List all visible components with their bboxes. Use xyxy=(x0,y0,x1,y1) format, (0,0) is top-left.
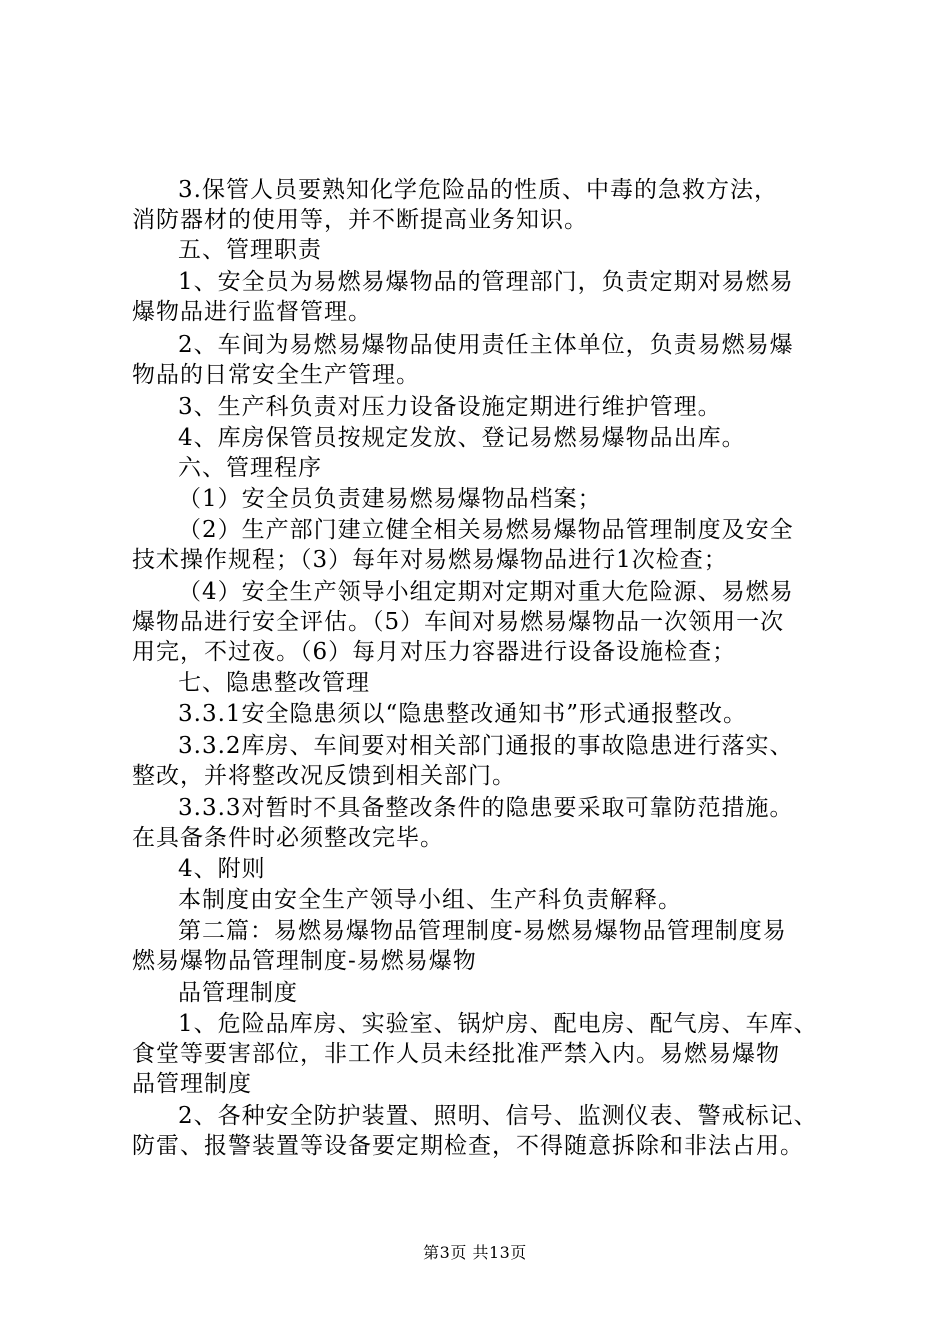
paragraph-line: 防雷、报警装置等设备要定期检查，不得随意拆除和非法占用。 xyxy=(132,1133,804,1159)
paragraph-line: 1、安全员为易燃易爆物品的管理部门，负责定期对易燃易 xyxy=(178,269,794,295)
paragraph-line: 品管理制度 xyxy=(178,980,298,1006)
paragraph-line: 3.3.2库房、车间要对相关部门通报的事故隐患进行落实、 xyxy=(178,733,794,759)
paragraph-line: 整改，并将整改况反馈到相关部门。 xyxy=(132,763,516,789)
paragraph-line: 爆物品进行安全评估。（5）车间对易燃易爆物品一次领用一次 xyxy=(132,609,785,635)
paragraph-line: 物品的日常安全生产管理。 xyxy=(132,362,420,388)
section-heading: 六、管理程序 xyxy=(178,455,322,481)
paragraph-line: （2）生产部门建立健全相关易燃易爆物品管理制度及安全 xyxy=(178,517,794,543)
paragraph-line: 2、车间为易燃易爆物品使用责任主体单位，负责易燃易爆 xyxy=(178,332,794,358)
paragraph-line: 本制度由安全生产领导小组、生产科负责解释。 xyxy=(178,887,682,913)
page-number-footer: 第3页 共13页 xyxy=(423,1243,527,1262)
paragraph-line: 第二篇：易燃易爆物品管理制度-易燃易爆物品管理制度易 xyxy=(178,918,787,944)
paragraph-line: 爆物品进行监督管理。 xyxy=(132,299,372,325)
paragraph-line: 品管理制度 xyxy=(132,1071,252,1097)
paragraph-line: 消防器材的使用等，并不断提高业务知识。 xyxy=(132,207,588,233)
paragraph-line: 3.保管人员要熟知化学危险品的性质、中毒的急救方法， xyxy=(178,177,778,203)
paragraph-line: 3、生产科负责对压力设备设施定期进行维护管理。 xyxy=(178,394,722,420)
paragraph-line: 在具备条件时必须整改完毕。 xyxy=(132,825,444,851)
paragraph-line: （1）安全员负责建易燃易爆物品档案； xyxy=(178,486,602,512)
paragraph-line: 3.3.3对暂时不具备整改条件的隐患要采取可靠防范措施。 xyxy=(178,795,794,821)
paragraph-line: 技术操作规程；（3）每年对易燃易爆物品进行1次检查； xyxy=(132,547,728,573)
paragraph-line: 用完，不过夜。（6）每月对压力容器进行设备设施检查； xyxy=(132,639,737,665)
paragraph-line: 4、库房保管员按规定发放、登记易燃易爆物品出库。 xyxy=(178,425,746,451)
paragraph-line: 2、各种安全防护装置、照明、信号、监测仪表、警戒标记、 xyxy=(178,1103,818,1129)
paragraph-line: 1、危险品库房、实验室、锅炉房、配电房、配气房、车库、 xyxy=(178,1011,818,1037)
paragraph-line: 3.3.1安全隐患须以“隐患整改通知书”形式通报整改。 xyxy=(178,701,748,727)
paragraph-line: 食堂等要害部位，非工作人员未经批准严禁入内。易燃易爆物 xyxy=(132,1041,780,1067)
paragraph-line: 燃易爆物品管理制度-易燃易爆物 xyxy=(132,948,477,974)
section-heading: 五、管理职责 xyxy=(178,237,322,263)
section-heading: 4、附则 xyxy=(178,856,266,882)
paragraph-line: （4）安全生产领导小组定期对定期对重大危险源、易燃易 xyxy=(178,579,794,605)
section-heading: 七、隐患整改管理 xyxy=(178,670,370,696)
